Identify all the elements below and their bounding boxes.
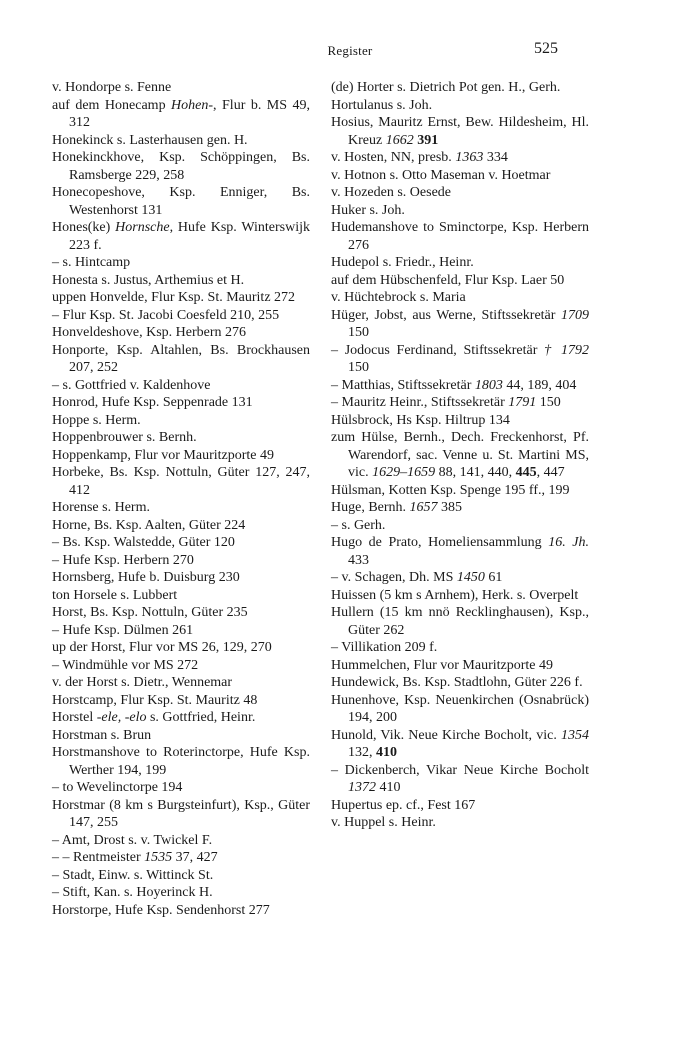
index-entry	[331, 114, 589, 149]
entry-text: Hummelchen, Flur vor Mauritzporte 49	[331, 657, 554, 673]
entry-text: Hoppe s. Herm.	[52, 412, 141, 428]
entry-text: ton Horsele s. Lubbert	[52, 587, 178, 603]
entry-text: – Villikation 209 f.	[331, 640, 438, 655]
entry-text: v. Hüchtebrock s. Maria	[331, 290, 466, 305]
entry-text: – to Wevelinctorpe 194	[52, 780, 183, 795]
index-entry	[52, 552, 310, 570]
entry-text: Horstman s. Brun	[52, 727, 152, 743]
index-entry	[52, 692, 310, 710]
entry-italic-text: Hornsche	[115, 220, 170, 235]
entry-italic-text: 1535	[144, 850, 173, 865]
entry-text: v. Hozeden s. Oesede	[331, 185, 451, 200]
entry-bold-text: 410	[376, 745, 397, 760]
entry-text: – Stadt, Einw. s. Wittinck St.	[52, 867, 214, 883]
entry-text: – s. Hintcamp	[52, 255, 131, 270]
entry-text: Hornsberg, Hufe b. Duisburg 230	[52, 570, 240, 585]
entry-text: Horstcamp, Flur Ksp. St. Mauritz 48	[52, 692, 258, 708]
index-entry	[331, 412, 589, 430]
entry-text: Hupertus ep. cf., Fest 167	[331, 797, 476, 813]
index-entry	[52, 97, 310, 132]
index-entry	[331, 727, 589, 762]
entry-text: Honrod, Hufe Ksp. Seppenrade 131	[52, 395, 253, 410]
entry-text: 37, 427	[172, 850, 218, 865]
entry-text: – Dickenberch, Vikar Neue Kirche Bocholt	[331, 762, 589, 778]
entry-text: 132,	[348, 745, 376, 760]
index-entry	[52, 604, 310, 622]
entry-text: 150	[536, 395, 561, 410]
index-entry	[52, 254, 310, 272]
entry-text: Horstorpe, Hufe Ksp. Sendenhorst 277	[52, 902, 270, 918]
entry-text: Hudemanshove to Sminctorpe, Ksp. Herbern 276	[331, 220, 589, 253]
entry-text: zum Hülse, Bernh., Dech. Freckenhorst, Pf. Warendorf, sac. Venne u. St. Martini MS, vic.	[331, 430, 589, 480]
index-column-right	[331, 79, 589, 832]
entry-italic-text: 1363	[455, 150, 484, 165]
index-entry	[52, 219, 310, 254]
entry-text: Horstmar (8 km s Burgsteinfurt), Ksp., Güter 147, 255	[52, 797, 310, 830]
entry-text: Huge, Bernh.	[331, 500, 410, 515]
entry-text: Horense s. Herm.	[52, 500, 150, 515]
index-entry	[52, 499, 310, 517]
index-entry	[52, 867, 310, 885]
index-entry	[331, 657, 589, 675]
index-entry	[52, 412, 310, 430]
index-entry	[331, 534, 589, 569]
entry-italic-text: 1372	[348, 780, 376, 795]
entry-italic-text: 1791	[508, 395, 537, 410]
entry-text: Hosius, Mauritz Ernst, Bew. Hildesheim, Hl. Kreuz	[331, 115, 589, 148]
entry-text: Horstmanshove to Roterinctorpe, Hufe Ksp. Werther 194, 199	[52, 745, 310, 778]
entry-text: – – Rentmeister	[52, 850, 145, 865]
entry-italic-text: 16. Jh.	[548, 535, 589, 550]
index-entry	[331, 814, 589, 832]
index-entry	[331, 289, 589, 307]
index-entry	[52, 342, 310, 377]
entry-text: 88, 141, 440,	[435, 465, 516, 480]
entry-text: , 447	[536, 465, 565, 480]
index-entry	[331, 797, 589, 815]
index-entry	[331, 219, 589, 254]
entry-italic-text: † 1792	[544, 342, 590, 358]
entry-text: 44, 189, 404	[502, 377, 577, 393]
entry-text: – Flur Ksp. St. Jacobi Coesfeld 210, 255	[52, 307, 280, 323]
index-entry	[52, 132, 310, 150]
entry-text: – v. Schagen, Dh. MS	[331, 570, 457, 585]
index-entry	[52, 797, 310, 832]
index-entry	[331, 394, 589, 412]
entry-text: , Flur b. MS 49, 312	[69, 97, 311, 130]
index-entry	[52, 324, 310, 342]
index-entry	[331, 692, 589, 727]
index-entry	[52, 709, 310, 727]
entry-italic-text: 1709	[561, 307, 589, 323]
index-entry	[331, 79, 589, 97]
index-entry	[52, 149, 310, 184]
entry-text: Hoppenbrouwer s. Bernh.	[52, 430, 197, 445]
entry-text: auf dem Honecamp	[52, 97, 172, 113]
entry-text: Hunenhove, Ksp. Neuenkirchen (Osnabrück) 194, 200	[331, 692, 589, 725]
entry-text: uppen Honvelde, Flur Ksp. St. Mauritz 272	[52, 290, 296, 305]
entry-text: Hülsman, Kotten Ksp. Spenge 195 ff., 199	[331, 482, 570, 498]
entry-bold-text: 391	[417, 132, 439, 148]
entry-bold-text: 445	[515, 465, 537, 480]
index-entry	[52, 517, 310, 535]
entry-text: – s. Gerh.	[331, 517, 386, 533]
index-entry	[331, 429, 589, 482]
index-entry	[331, 377, 589, 395]
index-entry	[52, 569, 310, 587]
entry-italic-text: 1657	[409, 500, 438, 515]
entry-text: Hudepol s. Friedr., Heinr.	[331, 255, 474, 270]
entry-text: Honekinckhove, Ksp. Schöppingen, Bs. Ramsberge 229, 258	[52, 150, 310, 183]
index-entry	[52, 377, 310, 395]
entry-text: – Mauritz Heinr., Stiftssekretär	[331, 395, 509, 410]
index-entry	[52, 307, 310, 325]
index-entry	[52, 289, 310, 307]
entry-text: v. Huppel s. Heinr.	[331, 815, 436, 830]
entry-italic-text: 1450	[456, 570, 485, 585]
entry-text: , Hufe Ksp. Winterswijk 223 f.	[69, 220, 310, 253]
index-entry	[52, 674, 310, 692]
entry-text: auf dem Hübschenfeld, Flur Ksp. Laer 50	[331, 272, 565, 288]
index-entry	[331, 97, 589, 115]
entry-text: – Windmühle vor MS 272	[52, 657, 199, 673]
index-entry	[52, 744, 310, 779]
entry-italic-text: 1662	[385, 132, 414, 148]
entry-text: v. Hosten, NN, presb.	[331, 150, 456, 165]
entry-text: Honveldeshove, Ksp. Herbern 276	[52, 325, 247, 340]
entry-text: 61	[484, 570, 503, 585]
index-entry	[52, 779, 310, 797]
entry-italic-text: 1803	[474, 377, 503, 393]
index-entry	[331, 587, 589, 605]
entry-text: – Matthias, Stiftssekretär	[331, 377, 475, 393]
entry-text: – Hufe Ksp. Dülmen 261	[52, 622, 194, 638]
index-entry	[331, 149, 589, 167]
entry-text: Hülsbrock, Hs Ksp. Hiltrup 134	[331, 412, 510, 428]
index-entry	[331, 202, 589, 220]
entry-text: 410	[376, 780, 401, 795]
entry-text: Horst, Bs. Ksp. Nottuln, Güter 235	[52, 605, 248, 620]
entry-text: Hoppenkamp, Flur vor Mauritzporte 49	[52, 447, 275, 463]
index-entry	[331, 272, 589, 290]
entry-text: Hugo de Prato, Homeliensammlung	[331, 535, 549, 550]
index-entry	[331, 674, 589, 692]
entry-text: Horbeke, Bs. Ksp. Nottuln, Güter 127, 247, 412	[52, 465, 310, 498]
entry-italic-text: 1354	[561, 727, 589, 743]
index-column-left	[52, 79, 310, 919]
index-entry	[331, 482, 589, 500]
entry-text: Huker s. Joh.	[331, 202, 405, 218]
index-entry	[52, 622, 310, 640]
entry-text: v. Hotnon s. Otto Maseman v. Hoetmar	[331, 167, 551, 183]
index-entry	[52, 884, 310, 902]
entry-italic-text: Hohen-	[171, 97, 214, 113]
entry-text: Hullern (15 km nnö Recklinghausen), Ksp., Güter 262	[331, 605, 589, 638]
entry-text: 150	[348, 360, 369, 375]
index-entry	[331, 184, 589, 202]
index-entry	[52, 464, 310, 499]
index-entry	[52, 447, 310, 465]
entry-text: s. Gottfried, Heinr.	[146, 710, 256, 725]
index-entry	[331, 254, 589, 272]
index-entry	[52, 902, 310, 920]
index-entry	[52, 394, 310, 412]
entry-text: 433	[348, 552, 369, 568]
entry-text: – Bs. Ksp. Walstedde, Güter 120	[52, 535, 235, 550]
index-entry	[52, 849, 310, 867]
entry-text: Hundewick, Bs. Ksp. Stadtlohn, Güter 226 f.	[331, 675, 583, 690]
index-entry	[331, 569, 589, 587]
entry-text: – Amt, Drost s. v. Twickel F.	[52, 832, 213, 848]
entry-text: Hunold, Vik. Neue Kirche Bocholt, vic.	[331, 727, 561, 743]
entry-italic-text: 1629–1659	[372, 465, 436, 480]
entry-text: Hones(ke)	[52, 220, 116, 235]
index-entry	[52, 639, 310, 657]
index-entry	[52, 272, 310, 290]
entry-text: Horne, Bs. Ksp. Aalten, Güter 224	[52, 517, 246, 533]
entry-text: Hüger, Jobst, aus Werne, Stiftssekretär	[331, 307, 561, 323]
index-entry	[52, 587, 310, 605]
entry-text: Horstel	[52, 710, 97, 725]
entry-text: – s. Gottfried v. Kaldenhove	[52, 377, 211, 393]
index-entry	[52, 534, 310, 552]
index-entry	[331, 762, 589, 797]
entry-text: Hortulanus s. Joh.	[331, 97, 433, 113]
index-entry	[52, 727, 310, 745]
index-entry	[331, 167, 589, 185]
index-entry	[331, 342, 589, 377]
entry-text: – Stift, Kan. s. Hoyerinck H.	[52, 885, 213, 900]
index-entry	[331, 307, 589, 342]
entry-text: Honporte, Ksp. Altahlen, Bs. Brockhausen 207, 252	[52, 342, 310, 375]
entry-text: up der Horst, Flur vor MS 26, 129, 270	[52, 640, 272, 655]
entry-text: 150	[348, 325, 369, 340]
entry-text: Honesta s. Justus, Arthemius et H.	[52, 272, 245, 288]
entry-text: Honecopeshove, Ksp. Enniger, Bs. Westenhorst 131	[52, 185, 310, 218]
index-entry	[331, 639, 589, 657]
index-entry	[52, 184, 310, 219]
index-entry	[52, 657, 310, 675]
entry-text: – Hufe Ksp. Herbern 270	[52, 552, 194, 568]
entry-text: 334	[483, 150, 508, 165]
entry-text: v. Hondorpe s. Fenne	[52, 80, 172, 95]
entry-text: v. der Horst s. Dietr., Wennemar	[52, 675, 233, 690]
running-title: Register	[327, 43, 373, 58]
index-entry	[331, 499, 589, 517]
index-entry	[52, 832, 310, 850]
entry-text: – Jodocus Ferdinand, Stiftssekretär	[331, 342, 545, 358]
entry-text: Huissen (5 km s Arnhem), Herk. s. Overpelt	[331, 587, 579, 603]
index-entry	[331, 517, 589, 535]
index-entry	[331, 604, 589, 639]
entry-text: (de) Horter s. Dietrich Pot gen. H., Gerh.	[331, 80, 561, 95]
index-entry	[52, 79, 310, 97]
entry-text: 385	[437, 500, 463, 515]
entry-italic-text: -ele, -elo	[96, 710, 147, 725]
index-entry	[52, 429, 310, 447]
page-number: 525	[534, 40, 558, 57]
entry-text: Honekinck s. Lasterhausen gen. H.	[52, 132, 248, 148]
